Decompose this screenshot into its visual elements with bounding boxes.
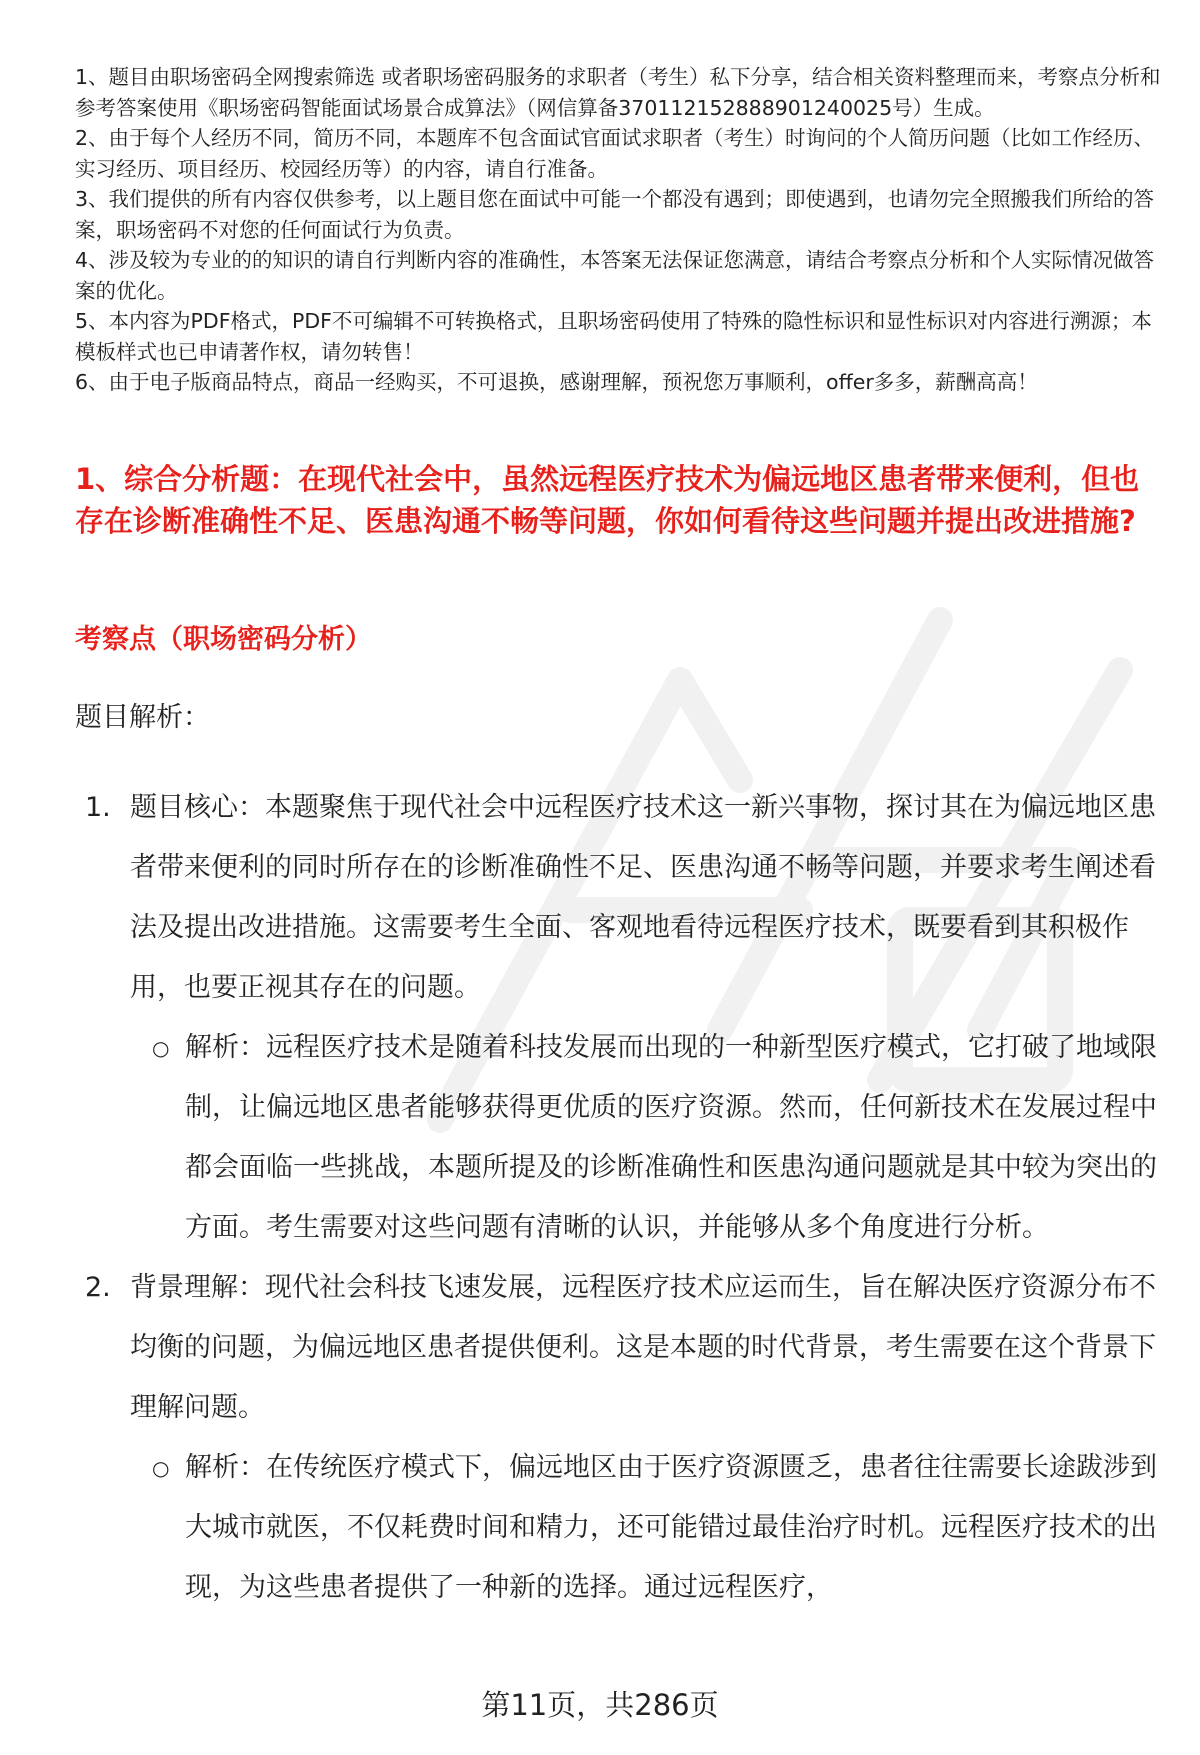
list-item-2 — [75, 1258, 1175, 1438]
list-item-number: 1. — [85, 792, 111, 823]
disclaimer-notes — [75, 62, 1165, 398]
list-item-1 — [75, 778, 1175, 1018]
sub-item-2 — [75, 1438, 1175, 1618]
disclaimer-line-4: 4、涉及较为专业的的知识的请自行判断内容的准确性，本答案无法保证您满意，请结合考察点分析和个人实际情况做答案的优化。 — [75, 248, 1155, 303]
list-item-number: 2. — [85, 1272, 111, 1303]
disclaimer-line-2: 2、由于每个人经历不同，简历不同，本题库不包含面试官面试求职者（考生）时询问的个人简历问题（比如工作经历、实习经历、项目经历、校园经历等）的内容，请自行准备。 — [75, 126, 1155, 181]
analysis-label: 题目解析： — [75, 702, 210, 733]
sub-item-text: 解析：在传统医疗模式下，偏远地区由于医疗资源匮乏，患者往往需要长途跋涉到大城市就医，不仅耗费时间和精力，还可能错过最佳治疗时机。远程医疗技术的出现，为这些患者提供了一种新的选择。通过远程医疗， — [185, 1452, 1157, 1603]
sub-item-1 — [75, 1018, 1175, 1258]
disclaimer-line-3: 3、我们提供的所有内容仅供参考，以上题目您在面试中可能一个都没有遇到；即使遇到，也请勿完全照搬我们所给的答案，职场密码不对您的任何面试行为负责。 — [75, 187, 1155, 242]
sub-item-text: 解析：远程医疗技术是随着科技发展而出现的一种新型医疗模式，它打破了地域限制，让偏远地区患者能够获得更优质的医疗资源。然而，任何新技术在发展过程中都会面临一些挑战，本题所提及的诊断准确性和医患沟通问题就是其中较为突出的方面。考生需要对这些问题有清晰的认识，并能够从多个角度进行分析。 — [185, 1032, 1157, 1243]
circle-bullet-icon: ○ — [152, 1456, 170, 1480]
circle-bullet-icon: ○ — [152, 1036, 170, 1060]
disclaimer-line-5: 5、本内容为PDF格式，PDF不可编辑不可转换格式，且职场密码使用了特殊的隐性标识和显性标识对内容进行溯源；本模板样式也已申请著作权，请勿转售！ — [75, 309, 1152, 364]
list-item-text: 题目核心：本题聚焦于现代社会中远程医疗技术这一新兴事物，探讨其在为偏远地区患者带来便利的同时所存在的诊断准确性不足、医患沟通不畅等问题，并要求考生阐述看法及提出改进措施。这需要考生全面、客观地看待远程医疗技术，既要看到其积极作用，也要正视其存在的问题。 — [130, 792, 1156, 1003]
list-item-text: 背景理解：现代社会科技飞速发展，远程医疗技术应运而生，旨在解决医疗资源分布不均衡的问题，为偏远地区患者提供便利。这是本题的时代背景，考生需要在这个背景下理解问题。 — [130, 1272, 1156, 1423]
disclaimer-line-1: 1、题目由职场密码全网搜索筛选 或者职场密码服务的求职者（考生）私下分享，结合相关资料整理而来，考察点分析和参考答案使用《职场密码智能面试场景合成算法》（网信算备370112152888901240025号）生成。 — [75, 65, 1161, 120]
question-title: 1、综合分析题：在现代社会中，虽然远程医疗技术为偏远地区患者带来便利，但也存在诊断准确性不足、医患沟通不畅等问题，你如何看待这些问题并提出改进措施? — [75, 462, 1140, 538]
analysis-list — [75, 778, 1175, 1618]
disclaimer-line-6: 6、由于电子版商品特点，商品一经购买，不可退换，感谢理解，预祝您万事顺利，offer多多，薪酬高高！ — [75, 370, 1038, 394]
page-footer: 第11页，共286页 — [481, 1688, 719, 1722]
section-heading: 考察点（职场密码分析） — [75, 624, 372, 655]
